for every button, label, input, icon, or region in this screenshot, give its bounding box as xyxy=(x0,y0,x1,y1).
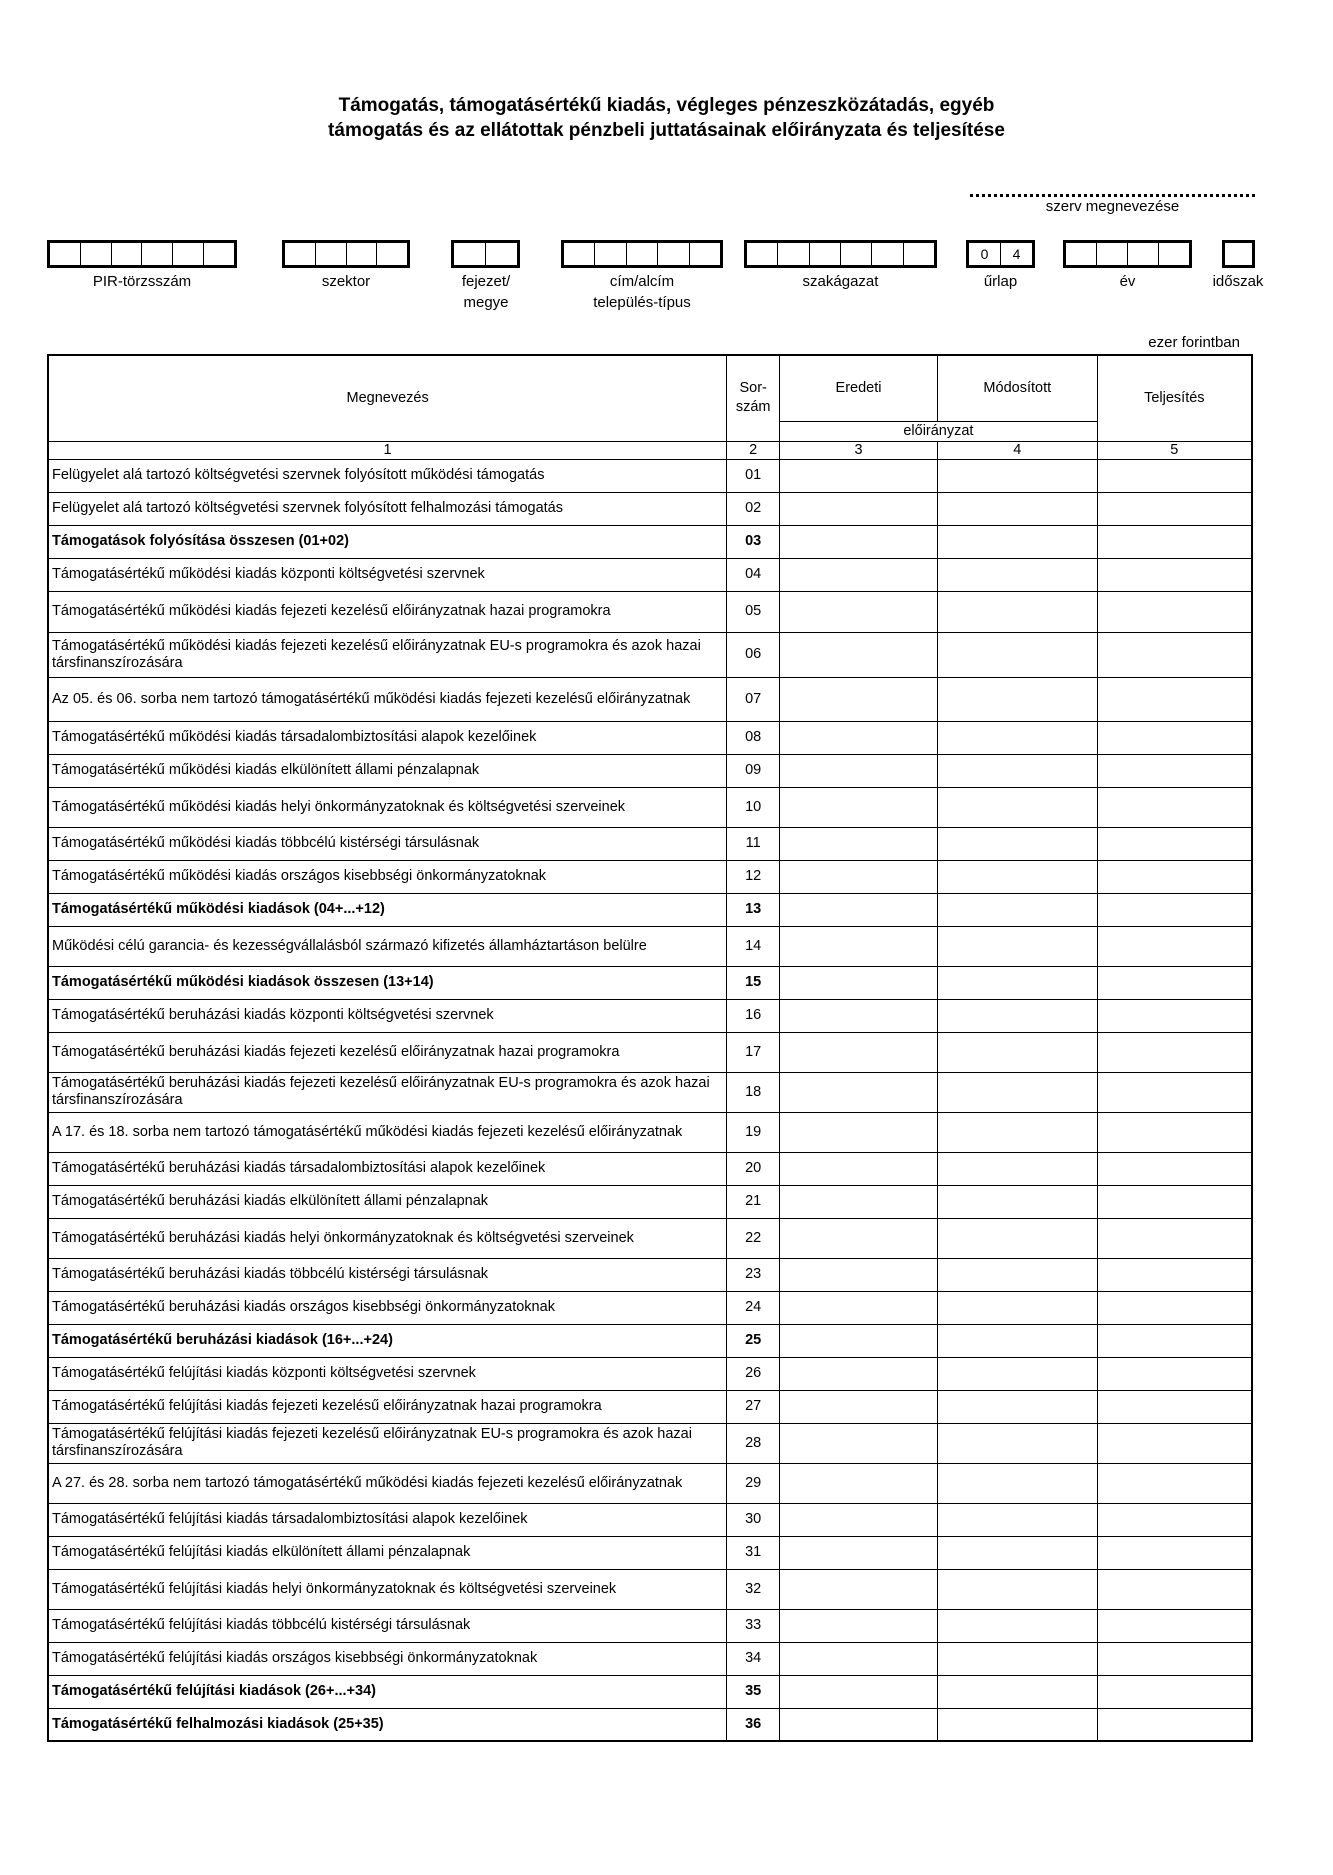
actual-value-cell[interactable] xyxy=(1097,1675,1252,1708)
actual-value-cell[interactable] xyxy=(1097,1503,1252,1536)
row-label: Támogatások folyósítása összesen (01+02) xyxy=(48,525,727,558)
actual-value-cell[interactable] xyxy=(1097,1112,1252,1152)
table-row xyxy=(48,1032,1252,1072)
row-label: Támogatásértékű beruházási kiadás országos kisebbségi önkormányzatoknak xyxy=(48,1291,727,1324)
pir-cell[interactable] xyxy=(80,243,111,265)
actual-value-cell[interactable] xyxy=(1097,926,1252,966)
original-value-cell[interactable] xyxy=(780,677,938,721)
actual-value-cell[interactable] xyxy=(1097,893,1252,926)
row-number: 33 xyxy=(727,1609,780,1642)
pir-cell[interactable] xyxy=(203,243,234,265)
modified-value-cell[interactable] xyxy=(937,966,1097,999)
title-cell[interactable] xyxy=(594,243,625,265)
row-number: 36 xyxy=(727,1708,780,1741)
col-number-1: 1 xyxy=(48,441,727,459)
period-cell[interactable] xyxy=(1225,243,1252,265)
table-row xyxy=(48,1218,1252,1258)
row-number: 03 xyxy=(727,525,780,558)
header-actual: Teljesítés xyxy=(1097,355,1252,441)
row-number: 02 xyxy=(727,492,780,525)
row-number: 15 xyxy=(727,966,780,999)
table-row xyxy=(48,677,1252,721)
chapter-label-line-2: megye xyxy=(463,294,509,311)
header-original: Eredeti xyxy=(780,355,938,421)
chapter-label xyxy=(436,271,536,313)
branch-label: szakágazat xyxy=(802,273,879,290)
original-value-cell[interactable] xyxy=(780,1152,938,1185)
modified-value-cell[interactable] xyxy=(937,1423,1097,1463)
row-number: 17 xyxy=(727,1032,780,1072)
original-value-cell[interactable] xyxy=(780,459,938,492)
original-value-cell[interactable] xyxy=(780,591,938,632)
title-code-label-line-2: település-típus xyxy=(593,294,691,311)
table-row xyxy=(48,1357,1252,1390)
original-value-cell[interactable] xyxy=(780,999,938,1032)
modified-value-cell[interactable] xyxy=(937,787,1097,827)
row-number: 11 xyxy=(727,827,780,860)
row-number: 05 xyxy=(727,591,780,632)
branch-cell[interactable] xyxy=(871,243,902,265)
table-row xyxy=(48,787,1252,827)
row-label: Támogatásértékű felújítási kiadás fejezeti kezelésű előirányzatnak EU-s programokra és azok hazai társfinanszírozására xyxy=(48,1423,727,1463)
table-row xyxy=(48,492,1252,525)
modified-value-cell[interactable] xyxy=(937,1152,1097,1185)
sector-cell[interactable] xyxy=(376,243,407,265)
row-number: 25 xyxy=(727,1324,780,1357)
table-row xyxy=(48,632,1252,677)
row-label: Támogatásértékű beruházási kiadás többcélú kistérségi társulásnak xyxy=(48,1258,727,1291)
row-number: 19 xyxy=(727,1112,780,1152)
branch-cell[interactable] xyxy=(840,243,871,265)
table-row xyxy=(48,827,1252,860)
row-label: Támogatásértékű beruházási kiadás fejezeti kezelésű előirányzatnak hazai programokra xyxy=(48,1032,727,1072)
actual-value-cell[interactable] xyxy=(1097,591,1252,632)
table-row xyxy=(48,1324,1252,1357)
table-row xyxy=(48,1708,1252,1741)
actual-value-cell[interactable] xyxy=(1097,827,1252,860)
table-row xyxy=(48,1536,1252,1569)
title-cell[interactable] xyxy=(657,243,688,265)
actual-value-cell[interactable] xyxy=(1097,1218,1252,1258)
header-modified: Módosított xyxy=(937,355,1097,421)
branch-cell[interactable] xyxy=(747,243,777,265)
row-number: 27 xyxy=(727,1390,780,1423)
original-value-cell[interactable] xyxy=(780,1258,938,1291)
modified-value-cell[interactable] xyxy=(937,893,1097,926)
row-number: 24 xyxy=(727,1291,780,1324)
period-box[interactable] xyxy=(1222,240,1255,268)
pir-boxes[interactable] xyxy=(47,240,237,268)
row-label: Támogatásértékű felújítási kiadások (26+...+34) xyxy=(48,1675,727,1708)
original-value-cell[interactable] xyxy=(780,860,938,893)
title-code-label-line-1: cím/alcím xyxy=(609,273,675,290)
branch-boxes[interactable] xyxy=(744,240,937,268)
row-number: 13 xyxy=(727,893,780,926)
header-appropriation: előirányzat xyxy=(780,421,1098,441)
original-value-cell[interactable] xyxy=(780,1708,938,1741)
table-row xyxy=(48,1569,1252,1609)
table-row xyxy=(48,1291,1252,1324)
row-label: Felügyelet alá tartozó költségvetési szervnek folyósított működési támogatás xyxy=(48,459,727,492)
row-number: 21 xyxy=(727,1185,780,1218)
row-number: 35 xyxy=(727,1675,780,1708)
row-number: 32 xyxy=(727,1569,780,1609)
title-cell[interactable] xyxy=(564,243,594,265)
table-row xyxy=(48,1463,1252,1503)
table-row xyxy=(48,525,1252,558)
actual-value-cell[interactable] xyxy=(1097,1258,1252,1291)
modified-value-cell[interactable] xyxy=(937,827,1097,860)
actual-value-cell[interactable] xyxy=(1097,1032,1252,1072)
row-label: Támogatásértékű működési kiadás fejezeti kezelésű előirányzatnak hazai programokra xyxy=(48,591,727,632)
modified-value-cell[interactable] xyxy=(937,632,1097,677)
modified-value-cell[interactable] xyxy=(937,1218,1097,1258)
actual-value-cell[interactable] xyxy=(1097,459,1252,492)
modified-value-cell[interactable] xyxy=(937,999,1097,1032)
form-number-boxes xyxy=(966,240,1035,268)
chapter-boxes[interactable] xyxy=(451,240,520,268)
table-row xyxy=(48,1642,1252,1675)
row-label: Támogatásértékű működési kiadások összesen (13+14) xyxy=(48,966,727,999)
original-value-cell[interactable] xyxy=(780,1675,938,1708)
row-label: Támogatásértékű beruházási kiadás elkülönített állami pénzalapnak xyxy=(48,1185,727,1218)
actual-value-cell[interactable] xyxy=(1097,492,1252,525)
actual-value-cell[interactable] xyxy=(1097,1291,1252,1324)
row-number: 16 xyxy=(727,999,780,1032)
row-number: 04 xyxy=(727,558,780,591)
row-number: 29 xyxy=(727,1463,780,1503)
table-row xyxy=(48,754,1252,787)
table-row xyxy=(48,1258,1252,1291)
row-label: Támogatásértékű beruházási kiadás fejezeti kezelésű előirányzatnak EU-s programokra és azok hazai társfinanszírozására xyxy=(48,1072,727,1112)
branch-cell[interactable] xyxy=(903,243,934,265)
actual-value-cell[interactable] xyxy=(1097,677,1252,721)
original-value-cell[interactable] xyxy=(780,754,938,787)
row-label: Támogatásértékű felújítási kiadás elkülönített állami pénzalapnak xyxy=(48,1536,727,1569)
year-label: év xyxy=(1119,273,1136,290)
form-number-label: űrlap xyxy=(983,273,1018,290)
col-number-2: 2 xyxy=(727,441,780,459)
form-digit: 4 xyxy=(1000,243,1032,265)
row-label: Támogatásértékű működési kiadás fejezeti kezelésű előirányzatnak EU-s programokra és azok hazai társfinanszírozására xyxy=(48,632,727,677)
modified-value-cell[interactable] xyxy=(937,1291,1097,1324)
original-value-cell[interactable] xyxy=(780,893,938,926)
original-value-cell[interactable] xyxy=(780,525,938,558)
actual-value-cell[interactable] xyxy=(1097,1708,1252,1741)
table-row xyxy=(48,591,1252,632)
row-number: 14 xyxy=(727,926,780,966)
year-cell[interactable] xyxy=(1096,243,1127,265)
unit-label: ezer forintban xyxy=(1148,334,1240,351)
table-row xyxy=(48,721,1252,754)
modified-value-cell[interactable] xyxy=(937,459,1097,492)
modified-value-cell[interactable] xyxy=(937,1503,1097,1536)
col-number-3: 3 xyxy=(780,441,938,459)
org-name-label: szerv megnevezése xyxy=(1045,198,1180,215)
modified-value-cell[interactable] xyxy=(937,926,1097,966)
original-value-cell[interactable] xyxy=(780,1642,938,1675)
modified-value-cell[interactable] xyxy=(937,1112,1097,1152)
modified-value-cell[interactable] xyxy=(937,1675,1097,1708)
row-number: 09 xyxy=(727,754,780,787)
actual-value-cell[interactable] xyxy=(1097,1152,1252,1185)
table-row xyxy=(48,1609,1252,1642)
row-label: Támogatásértékű felújítási kiadás fejezeti kezelésű előirányzatnak hazai programokra xyxy=(48,1390,727,1423)
modified-value-cell[interactable] xyxy=(937,1642,1097,1675)
col-number-5: 5 xyxy=(1097,441,1252,459)
table-row xyxy=(48,926,1252,966)
branch-cell[interactable] xyxy=(809,243,840,265)
row-number: 23 xyxy=(727,1258,780,1291)
row-number: 26 xyxy=(727,1357,780,1390)
original-value-cell[interactable] xyxy=(780,926,938,966)
original-value-cell[interactable] xyxy=(780,966,938,999)
title-cell[interactable] xyxy=(689,243,720,265)
original-value-cell[interactable] xyxy=(780,1569,938,1609)
row-label: A 27. és 28. sorba nem tartozó támogatásértékű működési kiadás fejezeti kezelésű előirányzatnak xyxy=(48,1463,727,1503)
row-label: Támogatásértékű működési kiadás társadalombiztosítási alapok kezelőinek xyxy=(48,721,727,754)
sector-boxes[interactable] xyxy=(282,240,410,268)
form-digit: 0 xyxy=(980,246,989,262)
row-number: 06 xyxy=(727,632,780,677)
title-line-2: támogatás és az ellátottak pénzbeli juttatásainak előirányzata és teljesítése xyxy=(328,120,1005,141)
actual-value-cell[interactable] xyxy=(1097,632,1252,677)
actual-value-cell[interactable] xyxy=(1097,1642,1252,1675)
sector-cell[interactable] xyxy=(315,243,346,265)
row-label: Felügyelet alá tartozó költségvetési szervnek folyósított felhalmozási támogatás xyxy=(48,492,727,525)
table-row xyxy=(48,1072,1252,1112)
original-value-cell[interactable] xyxy=(780,1218,938,1258)
actual-value-cell[interactable] xyxy=(1097,860,1252,893)
original-value-cell[interactable] xyxy=(780,632,938,677)
row-number: 31 xyxy=(727,1536,780,1569)
title-line-1: Támogatás, támogatásértékű kiadás, végleges pénzeszközátadás, egyéb xyxy=(338,95,995,116)
row-number: 07 xyxy=(727,677,780,721)
header-serial-line-2: szám xyxy=(735,399,771,416)
title-boxes[interactable] xyxy=(561,240,723,268)
col-number-4: 4 xyxy=(937,441,1097,459)
pir-label: PIR-törzsszám xyxy=(92,273,192,290)
original-value-cell[interactable] xyxy=(780,1324,938,1357)
header-name: Megnevezés xyxy=(48,355,727,441)
original-value-cell[interactable] xyxy=(780,558,938,591)
modified-value-cell[interactable] xyxy=(937,1569,1097,1609)
year-cell[interactable] xyxy=(1066,243,1096,265)
sector-cell[interactable] xyxy=(346,243,377,265)
row-label: Támogatásértékű felújítási kiadás központi költségvetési szervnek xyxy=(48,1357,727,1390)
modified-value-cell[interactable] xyxy=(937,1324,1097,1357)
modified-value-cell[interactable] xyxy=(937,1185,1097,1218)
row-label: Támogatásértékű beruházási kiadás központi költségvetési szervnek xyxy=(48,999,727,1032)
row-label: A 17. és 18. sorba nem tartozó támogatásértékű működési kiadás fejezeti kezelésű előirányzatnak xyxy=(48,1112,727,1152)
appropriation-table xyxy=(47,354,1253,1742)
original-value-cell[interactable] xyxy=(780,787,938,827)
year-boxes[interactable] xyxy=(1063,240,1192,268)
modified-value-cell[interactable] xyxy=(937,1258,1097,1291)
table-row xyxy=(48,893,1252,926)
actual-value-cell[interactable] xyxy=(1097,999,1252,1032)
modified-value-cell[interactable] xyxy=(937,721,1097,754)
header-serial xyxy=(727,355,780,441)
branch-cell[interactable] xyxy=(777,243,808,265)
pir-cell[interactable] xyxy=(50,243,80,265)
actual-value-cell[interactable] xyxy=(1097,1536,1252,1569)
actual-value-cell[interactable] xyxy=(1097,1423,1252,1463)
original-value-cell[interactable] xyxy=(780,1390,938,1423)
actual-value-cell[interactable] xyxy=(1097,1072,1252,1112)
pir-cell[interactable] xyxy=(172,243,203,265)
modified-value-cell[interactable] xyxy=(937,860,1097,893)
actual-value-cell[interactable] xyxy=(1097,721,1252,754)
row-label: Támogatásértékű működési kiadás központi költségvetési szervnek xyxy=(48,558,727,591)
chapter-cell[interactable] xyxy=(485,243,517,265)
modified-value-cell[interactable] xyxy=(937,1072,1097,1112)
row-label: Támogatásértékű beruházási kiadás társadalombiztosítási alapok kezelőinek xyxy=(48,1152,727,1185)
row-label: Támogatásértékű felújítási kiadás országos kisebbségi önkormányzatoknak xyxy=(48,1642,727,1675)
actual-value-cell[interactable] xyxy=(1097,558,1252,591)
title-cell[interactable] xyxy=(626,243,657,265)
chapter-label-line-1: fejezet/ xyxy=(461,273,511,290)
actual-value-cell[interactable] xyxy=(1097,1609,1252,1642)
modified-value-cell[interactable] xyxy=(937,677,1097,721)
pir-cell[interactable] xyxy=(141,243,172,265)
row-number: 30 xyxy=(727,1503,780,1536)
modified-value-cell[interactable] xyxy=(937,492,1097,525)
title-code-label xyxy=(561,271,723,313)
actual-value-cell[interactable] xyxy=(1097,525,1252,558)
table-row xyxy=(48,1675,1252,1708)
header-serial-line-1: Sor- xyxy=(739,380,767,397)
row-label: Támogatásértékű működési kiadások (04+...+12) xyxy=(48,893,727,926)
modified-value-cell[interactable] xyxy=(937,754,1097,787)
row-label: Támogatásértékű működési kiadás többcélú kistérségi társulásnak xyxy=(48,827,727,860)
actual-value-cell[interactable] xyxy=(1097,1569,1252,1609)
row-number: 18 xyxy=(727,1072,780,1112)
actual-value-cell[interactable] xyxy=(1097,1185,1252,1218)
row-number: 20 xyxy=(727,1152,780,1185)
row-number: 34 xyxy=(727,1642,780,1675)
original-value-cell[interactable] xyxy=(780,1291,938,1324)
table-row xyxy=(48,966,1252,999)
row-number: 22 xyxy=(727,1218,780,1258)
org-name-field[interactable] xyxy=(970,194,1255,197)
row-label: Támogatásértékű felújítási kiadás többcélú kistérségi társulásnak xyxy=(48,1609,727,1642)
table-row xyxy=(48,1152,1252,1185)
year-cell[interactable] xyxy=(1158,243,1189,265)
modified-value-cell[interactable] xyxy=(937,1536,1097,1569)
original-value-cell[interactable] xyxy=(780,1357,938,1390)
table-row xyxy=(48,1423,1252,1463)
sector-label: szektor xyxy=(321,273,371,290)
original-value-cell[interactable] xyxy=(780,827,938,860)
modified-value-cell[interactable] xyxy=(937,1463,1097,1503)
table-row xyxy=(48,1112,1252,1152)
form-title xyxy=(0,93,1333,143)
row-label: Támogatásértékű felhalmozási kiadások (25+35) xyxy=(48,1708,727,1741)
row-number: 12 xyxy=(727,860,780,893)
year-cell[interactable] xyxy=(1127,243,1158,265)
table-row xyxy=(48,1390,1252,1423)
table-row xyxy=(48,1185,1252,1218)
chapter-cell[interactable] xyxy=(454,243,485,265)
row-number: 01 xyxy=(727,459,780,492)
original-value-cell[interactable] xyxy=(780,1185,938,1218)
row-label: Támogatásértékű működési kiadás elkülönített állami pénzalapnak xyxy=(48,754,727,787)
pir-cell[interactable] xyxy=(111,243,142,265)
original-value-cell[interactable] xyxy=(780,1032,938,1072)
original-value-cell[interactable] xyxy=(780,721,938,754)
table-row xyxy=(48,558,1252,591)
original-value-cell[interactable] xyxy=(780,1536,938,1569)
row-label: Támogatásértékű működési kiadás országos kisebbségi önkormányzatoknak xyxy=(48,860,727,893)
actual-value-cell[interactable] xyxy=(1097,1324,1252,1357)
row-label: Az 05. és 06. sorba nem tartozó támogatásértékű működési kiadás fejezeti kezelésű előirányzatnak xyxy=(48,677,727,721)
original-value-cell[interactable] xyxy=(780,1112,938,1152)
row-label: Támogatásértékű működési kiadás helyi önkormányzatoknak és költségvetési szerveinek xyxy=(48,787,727,827)
row-label: Támogatásértékű felújítási kiadás társadalombiztosítási alapok kezelőinek xyxy=(48,1503,727,1536)
actual-value-cell[interactable] xyxy=(1097,966,1252,999)
sector-cell[interactable] xyxy=(285,243,315,265)
original-value-cell[interactable] xyxy=(780,1423,938,1463)
modified-value-cell[interactable] xyxy=(937,1708,1097,1741)
modified-value-cell[interactable] xyxy=(937,1032,1097,1072)
table-row xyxy=(48,999,1252,1032)
modified-value-cell[interactable] xyxy=(937,1390,1097,1423)
row-label: Támogatásértékű beruházási kiadás helyi önkormányzatoknak és költségvetési szerveinek xyxy=(48,1218,727,1258)
row-label: Működési célú garancia- és kezességvállalásból származó kifizetés államháztartáson belülre xyxy=(48,926,727,966)
actual-value-cell[interactable] xyxy=(1097,1463,1252,1503)
row-label: Támogatásértékű felújítási kiadás helyi önkormányzatoknak és költségvetési szerveinek xyxy=(48,1569,727,1609)
original-value-cell[interactable] xyxy=(780,1503,938,1536)
modified-value-cell[interactable] xyxy=(937,558,1097,591)
original-value-cell[interactable] xyxy=(780,1463,938,1503)
original-value-cell[interactable] xyxy=(780,492,938,525)
row-label: Támogatásértékű beruházási kiadások (16+...+24) xyxy=(48,1324,727,1357)
original-value-cell[interactable] xyxy=(780,1609,938,1642)
table-row xyxy=(48,1503,1252,1536)
row-number: 28 xyxy=(727,1423,780,1463)
modified-value-cell[interactable] xyxy=(937,1357,1097,1390)
actual-value-cell[interactable] xyxy=(1097,787,1252,827)
table-row xyxy=(48,860,1252,893)
row-number: 08 xyxy=(727,721,780,754)
actual-value-cell[interactable] xyxy=(1097,1357,1252,1390)
modified-value-cell[interactable] xyxy=(937,525,1097,558)
actual-value-cell[interactable] xyxy=(1097,754,1252,787)
modified-value-cell[interactable] xyxy=(937,1609,1097,1642)
actual-value-cell[interactable] xyxy=(1097,1390,1252,1423)
row-number: 10 xyxy=(727,787,780,827)
period-label: időszak xyxy=(1212,273,1264,290)
modified-value-cell[interactable] xyxy=(937,591,1097,632)
table-row xyxy=(48,459,1252,492)
original-value-cell[interactable] xyxy=(780,1072,938,1112)
